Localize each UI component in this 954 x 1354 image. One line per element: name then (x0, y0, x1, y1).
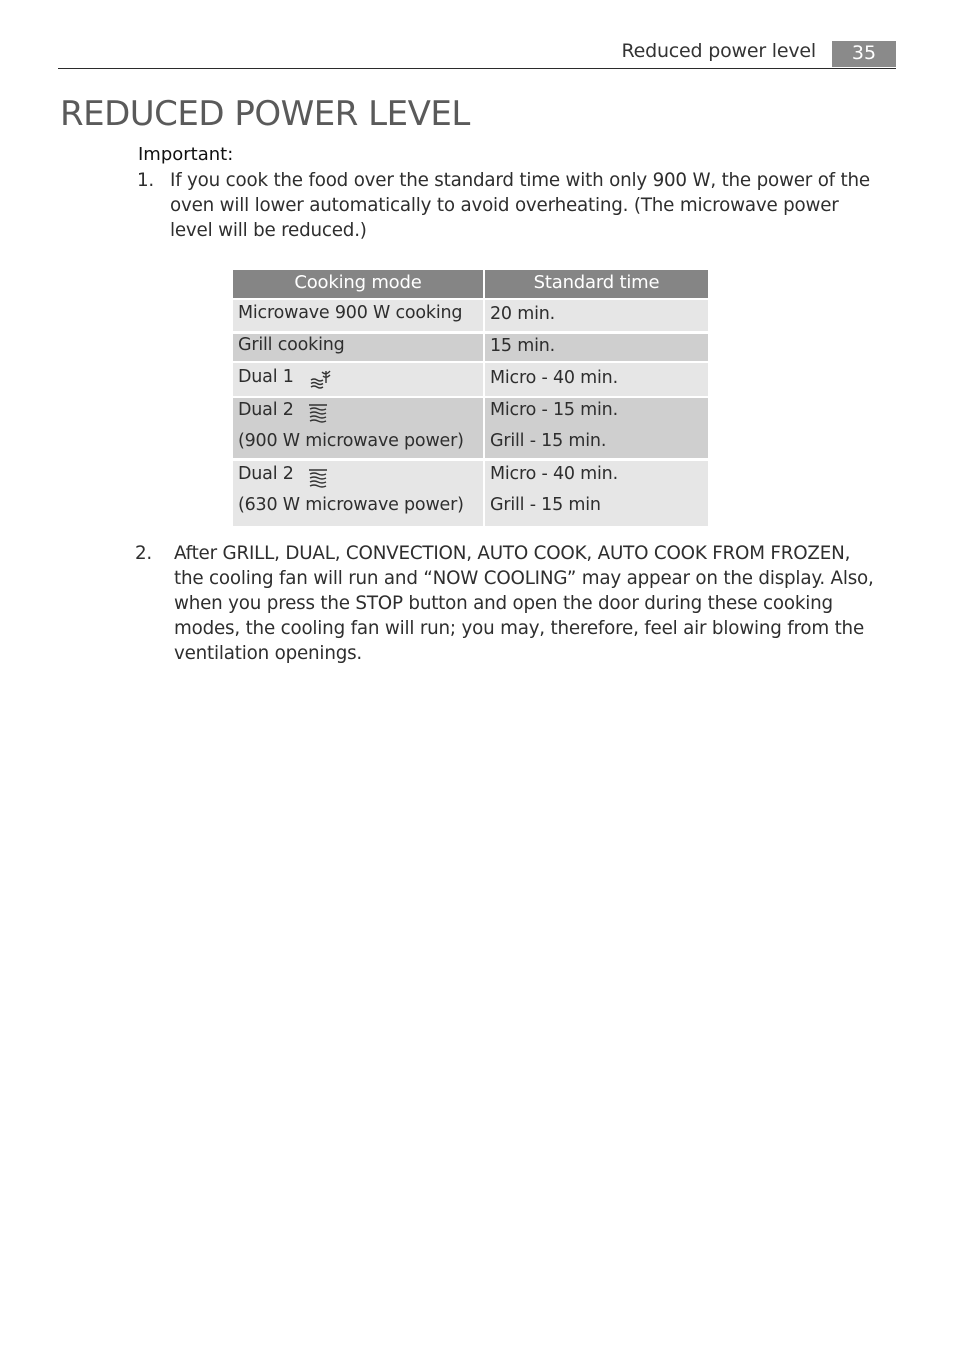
table-header-standard-time: Standard time (485, 270, 708, 298)
standard-time-cell: 20 min. (490, 304, 555, 324)
standard-time-cell: Grill - 15 min (490, 495, 601, 515)
list-item-text: If you cook the food over the standard time with only 900 W, the power of the oven will lower automatically to avoid overheating. (The microwave power level will be reduced.) (170, 170, 870, 241)
list-item-number: 1. (137, 170, 155, 191)
standard-time-cell: Micro - 40 min. (490, 464, 618, 484)
header-divider (58, 68, 896, 69)
standard-time-cell: Micro - 15 min. (490, 400, 618, 420)
important-label: Important: (138, 144, 234, 165)
standard-time-cell: 15 min. (490, 336, 555, 356)
table-header-cooking-mode: Cooking mode (233, 270, 483, 298)
table-row (485, 461, 708, 526)
table-row (485, 398, 708, 458)
table-row (233, 461, 483, 526)
dual-2-icon (306, 467, 330, 489)
standard-time-cell: Grill - 15 min. (490, 431, 607, 451)
cooking-mode-cell: Dual 2 (238, 400, 294, 420)
header-section-title: Reduced power level (621, 40, 816, 62)
list-item-2 (135, 541, 880, 671)
table-row (485, 334, 708, 361)
table-row (233, 334, 483, 361)
table-row (233, 300, 483, 331)
dual-1-icon (309, 368, 333, 390)
power-level-table (233, 270, 708, 526)
cooking-mode-cell: Dual 1 (238, 367, 294, 387)
dual-2-icon (306, 402, 330, 424)
list-item-text: After GRILL, DUAL, CONVECTION, AUTO COOK, AUTO COOK FROM FROZEN, the cooling fan will run and “NOW COOLING” may appear on the display. Also, when you press the STOP button and open the door during these cooking modes, the cooling fan will run; you may, therefore, feel air blowing from the ventilation openings. (174, 543, 874, 664)
table-row (233, 398, 483, 458)
table-row (485, 300, 708, 331)
page-title: REDUCED POWER LEVEL (60, 94, 470, 134)
cooking-mode-cell: (630 W microwave power) (238, 495, 464, 515)
cooking-mode-cell: Microwave 900 W cooking (238, 303, 463, 323)
table-row (485, 363, 708, 396)
standard-time-cell: Micro - 40 min. (490, 368, 618, 388)
cooking-mode-cell: Dual 2 (238, 464, 294, 484)
list-item-number: 2. (135, 543, 153, 564)
table-row (233, 363, 483, 396)
list-item-1 (137, 168, 877, 248)
page-number: 35 (832, 41, 896, 67)
cooking-mode-cell: (900 W microwave power) (238, 431, 464, 451)
cooking-mode-cell: Grill cooking (238, 335, 345, 355)
